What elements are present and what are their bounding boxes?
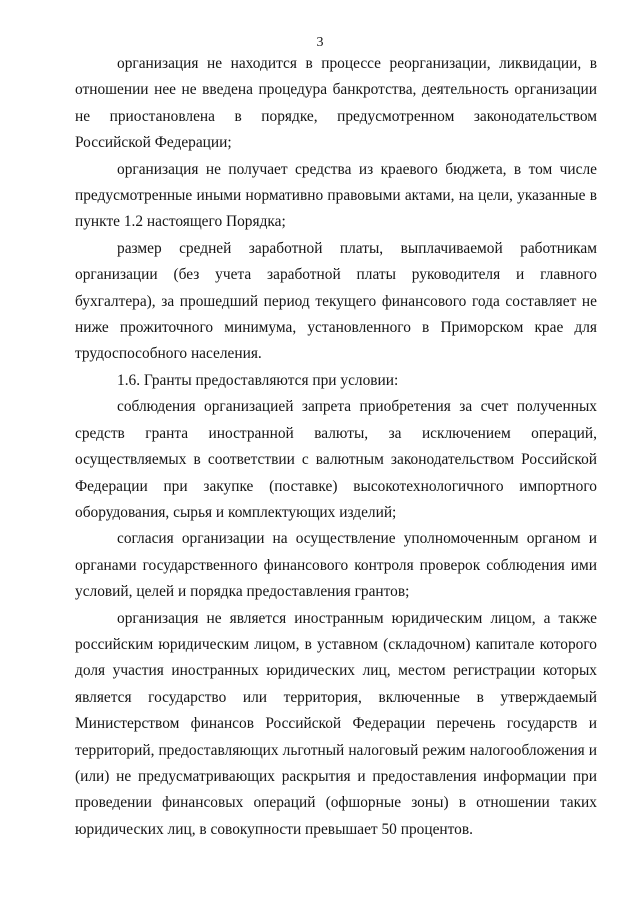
paragraph-regional-budget: организация не получает средства из краевого бюджета, в том числе предусмотренные иными нормативно правовыми актами, на цели, указанные в пункте 1.2 настоящего Порядка; [75,160,597,231]
page-number: 3 [316,35,324,50]
paragraph-foreign-currency-ban: соблюдения организацией запрета приобретения за счет полученных средств гранта иностранной валюты, за исключением операций, осуществляемых в соответствии с валютным законодательством Российской Федерации при закупке (поставке) высокотехнологичного импортного оборудования, сырья и комплектующих изделий; [75,398,597,521]
paragraph-foreign-entity-restriction: организация не является иностранным юридическим лицом, а также российским юридическим лицом, в уставном (складочном) капитале которого доля участия иностранных юридических лиц, местом регистрации которых является государство или территория, включенные в утверждаемый Министерством финансов Российской Федерации перечень государств и территорий, предоставляющих льготный налоговый режим налогообложения и (или) не предусматривающих раскрытия и предоставления информации при проведении финансовых операций (офшорные зоны) в отношении таких юридических лиц, в совокупности превышает 50 процентов. [75,609,597,838]
paragraph-audit-consent: согласия организации на осуществление уполномоченным органом и органами государственного финансового контроля проверок соблюдения ими условий, целей и порядка предоставления грантов; [75,530,597,601]
paragraph-average-salary: размер средней заработной платы, выплачиваемой работникам организации (без учета заработной платы руководителя и главного бухгалтера), за прошедший период текущего финансового года составляет не ниже прожиточного минимума, установленного в Приморском крае для трудоспособного населения. [75,239,597,363]
paragraph-grant-conditions-heading: 1.6. Гранты предоставляются при условии: [117,371,399,389]
document-body [75,51,597,843]
paragraph-organization-status: организация не находится в процессе реорганизации, ликвидации, в отношении нее не введена процедура банкротства, деятельность организации не приостановлена в порядке, предусмотренном законодательством Российской Федерации; [75,55,597,152]
